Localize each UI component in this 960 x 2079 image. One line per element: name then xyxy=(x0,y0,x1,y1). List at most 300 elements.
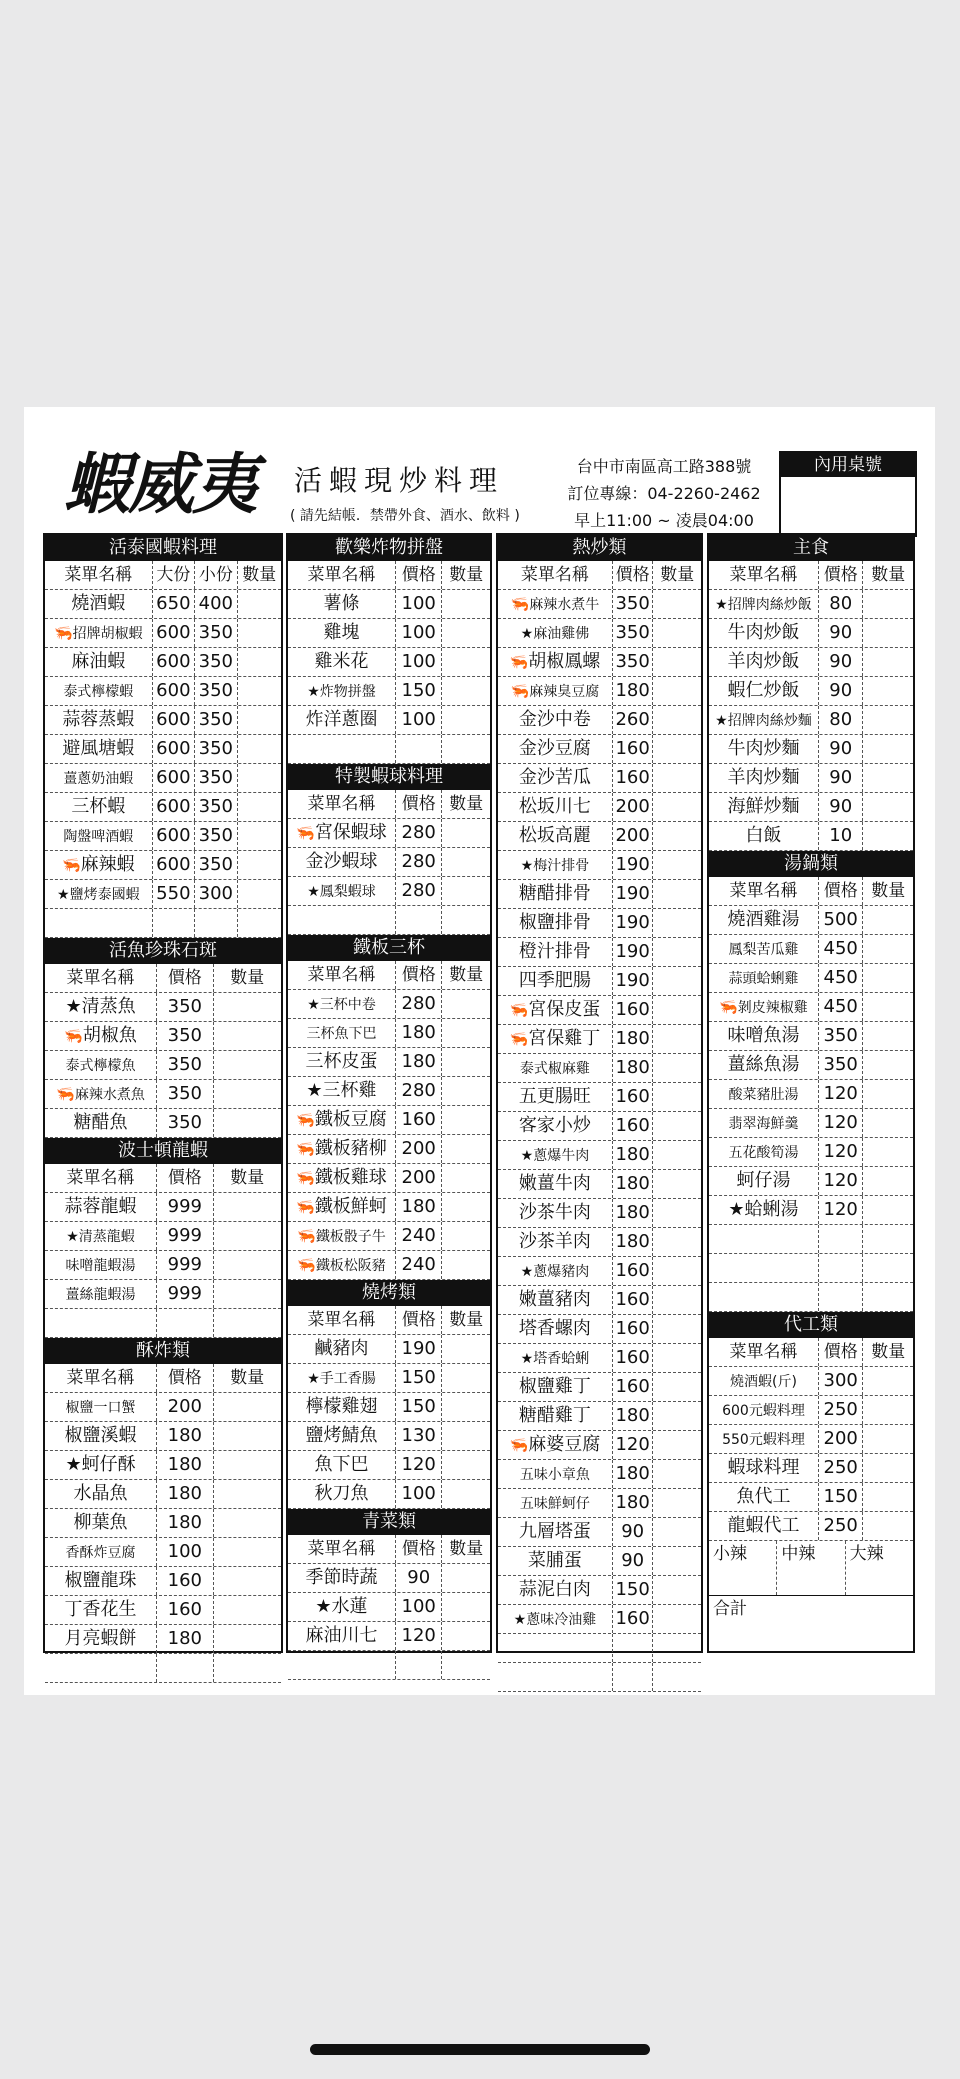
quantity-cell[interactable] xyxy=(863,1396,913,1424)
menu-item-row[interactable] xyxy=(709,764,913,793)
menu-item-row[interactable] xyxy=(709,1022,913,1051)
menu-item-row[interactable] xyxy=(45,1051,281,1080)
menu-item-row[interactable] xyxy=(498,822,701,851)
quantity-cell[interactable] xyxy=(214,1625,281,1653)
quantity-cell[interactable] xyxy=(863,935,913,963)
quantity-cell[interactable] xyxy=(442,1251,490,1279)
quantity-cell[interactable] xyxy=(442,706,490,734)
menu-item-row[interactable] xyxy=(498,1547,701,1576)
item-name-text: 香酥炸豆腐 xyxy=(65,1545,136,1561)
quantity-cell[interactable] xyxy=(238,677,281,705)
menu-item-row[interactable] xyxy=(45,1538,281,1567)
menu-item-row[interactable] xyxy=(288,1048,490,1077)
quantity-cell[interactable] xyxy=(863,1109,913,1137)
quantity-cell[interactable] xyxy=(238,909,281,937)
menu-item-row[interactable] xyxy=(45,677,281,706)
quantity-cell[interactable] xyxy=(214,1193,281,1221)
menu-item-row[interactable] xyxy=(498,1489,701,1518)
item-price: 180 xyxy=(613,1460,654,1488)
menu-item-row[interactable] xyxy=(45,764,281,793)
menu-item-row[interactable] xyxy=(45,1193,281,1222)
quantity-cell[interactable] xyxy=(238,851,281,879)
item-price: 190 xyxy=(613,880,654,908)
menu-item-row[interactable] xyxy=(709,935,913,964)
menu-item-row[interactable] xyxy=(45,1109,281,1138)
menu-item-row[interactable] xyxy=(45,648,281,677)
item-price: 120 xyxy=(819,1167,864,1195)
quantity-cell[interactable] xyxy=(863,619,913,647)
quantity-cell[interactable] xyxy=(863,822,913,850)
quantity-cell[interactable] xyxy=(653,1576,701,1604)
quantity-cell[interactable] xyxy=(238,735,281,763)
section-title: 特製蝦球料理 xyxy=(288,764,490,790)
menu-item-row[interactable] xyxy=(498,1431,701,1460)
quantity-cell[interactable] xyxy=(214,1309,281,1337)
menu-item-row[interactable] xyxy=(288,1019,490,1048)
quantity-cell[interactable] xyxy=(653,967,701,995)
quantity-cell[interactable] xyxy=(214,1596,281,1624)
quantity-cell[interactable] xyxy=(442,990,490,1018)
quantity-cell[interactable] xyxy=(442,1364,490,1392)
menu-item-row[interactable] xyxy=(709,706,913,735)
menu-item-row[interactable] xyxy=(45,851,281,880)
menu-item-row[interactable] xyxy=(288,648,490,677)
quantity-cell[interactable] xyxy=(238,880,281,908)
home-indicator[interactable] xyxy=(310,2044,650,2055)
quantity-cell[interactable] xyxy=(214,1654,281,1682)
quantity-cell[interactable] xyxy=(214,1509,281,1537)
item-name xyxy=(45,1193,157,1221)
menu-item-row[interactable] xyxy=(45,1080,281,1109)
quantity-cell[interactable] xyxy=(653,1431,701,1459)
quantity-cell[interactable] xyxy=(442,1077,490,1105)
quantity-cell[interactable] xyxy=(863,1138,913,1166)
quantity-cell[interactable] xyxy=(863,706,913,734)
menu-item-row[interactable] xyxy=(498,967,701,996)
quantity-cell[interactable] xyxy=(653,1634,701,1662)
item-name xyxy=(45,1251,157,1279)
quantity-cell[interactable] xyxy=(442,1335,490,1363)
menu-item-row[interactable] xyxy=(45,793,281,822)
quantity-cell[interactable] xyxy=(238,619,281,647)
quantity-cell[interactable] xyxy=(653,735,701,763)
quantity-cell[interactable] xyxy=(863,906,913,934)
menu-item-row[interactable] xyxy=(498,1373,701,1402)
menu-item-row[interactable] xyxy=(288,1422,490,1451)
menu-item-row[interactable] xyxy=(498,677,701,706)
menu-item-row[interactable] xyxy=(498,590,701,619)
item-name xyxy=(709,822,819,850)
menu-item-row[interactable] xyxy=(498,1141,701,1170)
spice-medium[interactable]: 中辣 xyxy=(777,1541,845,1595)
menu-item-row[interactable] xyxy=(288,1364,490,1393)
quantity-cell[interactable] xyxy=(442,1393,490,1421)
quantity-cell[interactable] xyxy=(442,1019,490,1047)
menu-item-row[interactable] xyxy=(45,735,281,764)
quantity-cell[interactable] xyxy=(238,793,281,821)
menu-item-row[interactable] xyxy=(709,1051,913,1080)
quantity-cell[interactable] xyxy=(214,1480,281,1508)
menu-item-row[interactable] xyxy=(498,1228,701,1257)
menu-item-row[interactable] xyxy=(498,793,701,822)
quantity-cell[interactable] xyxy=(653,1112,701,1140)
menu-item-row[interactable] xyxy=(498,1083,701,1112)
menu-item-row[interactable] xyxy=(709,1138,913,1167)
quantity-cell[interactable] xyxy=(653,1257,701,1285)
quantity-cell[interactable] xyxy=(442,1164,490,1192)
quantity-cell[interactable] xyxy=(863,735,913,763)
menu-item-row[interactable] xyxy=(498,1576,701,1605)
quantity-cell[interactable] xyxy=(863,993,913,1021)
menu-item-row[interactable] xyxy=(288,906,490,935)
quantity-cell[interactable] xyxy=(442,735,490,763)
menu-item-row[interactable] xyxy=(288,1106,490,1135)
column-header-row xyxy=(45,964,281,993)
menu-item-row[interactable] xyxy=(498,1634,701,1663)
quantity-cell[interactable] xyxy=(214,1538,281,1566)
item-name xyxy=(709,648,819,676)
menu-item-row[interactable] xyxy=(288,1480,490,1509)
menu-item-row[interactable] xyxy=(498,938,701,967)
item-name xyxy=(288,735,396,763)
menu-item-row[interactable] xyxy=(498,1054,701,1083)
quantity-cell[interactable] xyxy=(653,677,701,705)
menu-item-row[interactable] xyxy=(709,1109,913,1138)
menu-item-row[interactable] xyxy=(498,648,701,677)
menu-item-row[interactable] xyxy=(288,877,490,906)
menu-item-row[interactable] xyxy=(498,1257,701,1286)
quantity-cell[interactable] xyxy=(653,1286,701,1314)
quantity-cell[interactable] xyxy=(653,1141,701,1169)
menu-item-row[interactable] xyxy=(45,1625,281,1654)
quantity-cell[interactable] xyxy=(214,1222,281,1250)
menu-item-row[interactable] xyxy=(45,1654,281,1683)
menu-item-row[interactable] xyxy=(498,1199,701,1228)
quantity-cell[interactable] xyxy=(653,851,701,879)
menu-item-row[interactable] xyxy=(709,1512,913,1541)
quantity-cell[interactable] xyxy=(863,1051,913,1079)
item-name-text: 椒鹽排骨 xyxy=(518,912,591,933)
quantity-cell[interactable] xyxy=(863,1080,913,1108)
quantity-cell[interactable] xyxy=(653,880,701,908)
quantity-cell[interactable] xyxy=(214,1251,281,1279)
column-header: 菜單名稱 xyxy=(709,877,819,905)
menu-item-row[interactable] xyxy=(709,1080,913,1109)
menu-item-row[interactable] xyxy=(498,1344,701,1373)
spice-hot[interactable]: 大辣 xyxy=(849,1544,884,1564)
menu-item-row[interactable] xyxy=(709,590,913,619)
menu-item-row[interactable] xyxy=(45,1451,281,1480)
quantity-cell[interactable] xyxy=(214,1051,281,1079)
quantity-cell[interactable] xyxy=(442,1222,490,1250)
total-field[interactable]: 合計 xyxy=(713,1599,747,1619)
menu-item-row[interactable] xyxy=(498,1025,701,1054)
menu-item-row[interactable] xyxy=(498,1315,701,1344)
quantity-cell[interactable] xyxy=(863,1283,913,1311)
quantity-cell[interactable] xyxy=(442,1048,490,1076)
menu-item-row[interactable] xyxy=(45,1022,281,1051)
quantity-cell[interactable] xyxy=(653,1547,701,1575)
menu-item-row[interactable] xyxy=(45,1509,281,1538)
quantity-cell[interactable] xyxy=(863,1167,913,1195)
menu-item-row[interactable] xyxy=(498,735,701,764)
quantity-cell[interactable] xyxy=(653,822,701,850)
menu-item-row[interactable] xyxy=(498,1170,701,1199)
menu-item-row[interactable] xyxy=(709,1425,913,1454)
quantity-cell[interactable] xyxy=(238,706,281,734)
quantity-cell[interactable] xyxy=(214,993,281,1021)
menu-item-row[interactable] xyxy=(709,1483,913,1512)
quantity-cell[interactable] xyxy=(214,1393,281,1421)
quantity-cell[interactable] xyxy=(863,1425,913,1453)
quantity-cell[interactable] xyxy=(214,1567,281,1595)
menu-item-row[interactable] xyxy=(288,1335,490,1364)
quantity-cell[interactable] xyxy=(214,1280,281,1308)
menu-item-row[interactable] xyxy=(288,1622,490,1651)
menu-item-row[interactable] xyxy=(709,1254,913,1283)
quantity-cell[interactable] xyxy=(653,648,701,676)
menu-item-row[interactable] xyxy=(709,1225,913,1254)
menu-item-row[interactable] xyxy=(45,706,281,735)
quantity-cell[interactable] xyxy=(863,764,913,792)
menu-item-row[interactable] xyxy=(709,735,913,764)
quantity-cell[interactable] xyxy=(863,793,913,821)
quantity-cell[interactable] xyxy=(653,1025,701,1053)
item-name xyxy=(288,848,396,876)
quantity-cell[interactable] xyxy=(863,1367,913,1395)
menu-item-row[interactable] xyxy=(709,822,913,851)
menu-item-row[interactable] xyxy=(709,964,913,993)
quantity-cell[interactable] xyxy=(653,1663,701,1691)
menu-item-row[interactable] xyxy=(498,706,701,735)
item-price: 160 xyxy=(613,1315,654,1343)
menu-item-row[interactable] xyxy=(709,1454,913,1483)
quantity-cell[interactable] xyxy=(442,1480,490,1508)
quantity-cell[interactable] xyxy=(653,1605,701,1633)
item-price: 160 xyxy=(613,764,654,792)
item-name-text: ★水蓮 xyxy=(315,1596,368,1617)
menu-item-row[interactable] xyxy=(45,1567,281,1596)
menu-item-row[interactable] xyxy=(498,764,701,793)
item-name xyxy=(498,1315,613,1343)
menu-item-row[interactable] xyxy=(288,848,490,877)
menu-item-row[interactable] xyxy=(288,1077,490,1106)
shrimp-icon: 🦐 xyxy=(510,682,530,700)
menu-item-row[interactable] xyxy=(498,880,701,909)
large-price: 600 xyxy=(153,851,195,879)
quantity-cell[interactable] xyxy=(653,764,701,792)
menu-item-row[interactable] xyxy=(45,1393,281,1422)
quantity-cell[interactable] xyxy=(442,1651,490,1679)
quantity-cell[interactable] xyxy=(653,1315,701,1343)
menu-item-row[interactable] xyxy=(288,1593,490,1622)
item-name-text: 鐵板雞球 xyxy=(314,1167,387,1188)
quantity-cell[interactable] xyxy=(863,1512,913,1540)
quantity-cell[interactable] xyxy=(863,1254,913,1282)
quantity-cell[interactable] xyxy=(442,619,490,647)
menu-item-row[interactable] xyxy=(498,996,701,1025)
quantity-cell[interactable] xyxy=(863,590,913,618)
menu-item-row[interactable] xyxy=(709,619,913,648)
quantity-cell[interactable] xyxy=(863,1225,913,1253)
menu-item-row[interactable] xyxy=(45,909,281,938)
menu-item-row[interactable] xyxy=(498,1518,701,1547)
menu-item-row[interactable] xyxy=(709,1367,913,1396)
menu-item-row[interactable] xyxy=(288,1564,490,1593)
item-price: 190 xyxy=(613,851,654,879)
quantity-cell[interactable] xyxy=(653,1054,701,1082)
menu-item-row[interactable] xyxy=(709,648,913,677)
menu-item-row[interactable] xyxy=(45,822,281,851)
menu-item-row[interactable] xyxy=(45,1222,281,1251)
menu-item-row[interactable] xyxy=(709,993,913,1022)
menu-item-row[interactable] xyxy=(45,1422,281,1451)
quantity-cell[interactable] xyxy=(238,590,281,618)
menu-item-row[interactable] xyxy=(288,819,490,848)
quantity-cell[interactable] xyxy=(863,1483,913,1511)
menu-item-row[interactable] xyxy=(45,1309,281,1338)
menu-item-row[interactable] xyxy=(709,906,913,935)
menu-item-row[interactable] xyxy=(288,1193,490,1222)
section-title: 酥炸類 xyxy=(45,1338,281,1364)
menu-item-row[interactable] xyxy=(288,706,490,735)
quantity-cell[interactable] xyxy=(442,1422,490,1450)
item-name xyxy=(288,706,396,734)
menu-item-row[interactable] xyxy=(45,1596,281,1625)
quantity-cell[interactable] xyxy=(653,619,701,647)
menu-item-row[interactable] xyxy=(498,1286,701,1315)
quantity-cell[interactable] xyxy=(863,648,913,676)
menu-item-row[interactable] xyxy=(288,1651,490,1680)
menu-item-row[interactable] xyxy=(288,1135,490,1164)
menu-item-row[interactable] xyxy=(45,1480,281,1509)
quantity-cell[interactable] xyxy=(442,819,490,847)
item-name xyxy=(288,1422,396,1450)
quantity-cell[interactable] xyxy=(442,1593,490,1621)
item-price: 160 xyxy=(157,1596,214,1624)
quantity-cell[interactable] xyxy=(653,1170,701,1198)
menu-item-row[interactable] xyxy=(288,1222,490,1251)
tagline: 活蝦現炒料理 xyxy=(294,464,505,497)
item-name-text: ★蛤蜊湯 xyxy=(728,1199,799,1220)
quantity-cell[interactable] xyxy=(442,1451,490,1479)
quantity-cell[interactable] xyxy=(442,1622,490,1650)
quantity-cell[interactable] xyxy=(653,1489,701,1517)
quantity-cell[interactable] xyxy=(863,964,913,992)
menu-item-row[interactable] xyxy=(45,1251,281,1280)
quantity-cell[interactable] xyxy=(653,1199,701,1227)
quantity-cell[interactable] xyxy=(442,1564,490,1592)
menu-item-row[interactable] xyxy=(45,993,281,1022)
quantity-cell[interactable] xyxy=(653,996,701,1024)
quantity-cell[interactable] xyxy=(238,648,281,676)
quantity-cell[interactable] xyxy=(653,1460,701,1488)
item-name-text: 鐵板豆腐 xyxy=(314,1109,387,1130)
menu-item-row[interactable] xyxy=(288,735,490,764)
quantity-cell[interactable] xyxy=(442,1135,490,1163)
quantity-cell[interactable] xyxy=(442,848,490,876)
quantity-cell[interactable] xyxy=(442,1193,490,1221)
menu-item-row[interactable] xyxy=(498,1402,701,1431)
quantity-cell[interactable] xyxy=(238,822,281,850)
large-price: 600 xyxy=(153,619,195,647)
item-price: 160 xyxy=(613,1286,654,1314)
quantity-cell[interactable] xyxy=(653,938,701,966)
quantity-cell[interactable] xyxy=(214,1422,281,1450)
quantity-cell[interactable] xyxy=(653,909,701,937)
menu-item-row[interactable] xyxy=(498,1605,701,1634)
item-price: 350 xyxy=(613,590,654,618)
menu-item-row[interactable] xyxy=(709,677,913,706)
quantity-cell[interactable] xyxy=(653,590,701,618)
menu-item-row[interactable] xyxy=(288,1164,490,1193)
quantity-cell[interactable] xyxy=(653,1083,701,1111)
quantity-cell[interactable] xyxy=(863,677,913,705)
quantity-cell[interactable] xyxy=(238,764,281,792)
quantity-cell[interactable] xyxy=(653,793,701,821)
quantity-cell[interactable] xyxy=(653,1402,701,1430)
quantity-cell[interactable] xyxy=(214,1022,281,1050)
quantity-cell[interactable] xyxy=(653,1518,701,1546)
menu-item-row[interactable] xyxy=(288,1451,490,1480)
menu-item-row[interactable] xyxy=(288,1251,490,1280)
menu-item-row[interactable] xyxy=(45,590,281,619)
menu-item-row[interactable] xyxy=(288,590,490,619)
quantity-cell[interactable] xyxy=(653,1228,701,1256)
menu-item-row[interactable] xyxy=(288,1393,490,1422)
quantity-cell[interactable] xyxy=(442,677,490,705)
menu-item-row[interactable] xyxy=(709,1283,913,1312)
menu-item-row[interactable] xyxy=(288,619,490,648)
quantity-cell[interactable] xyxy=(442,906,490,934)
quantity-cell[interactable] xyxy=(653,1344,701,1372)
quantity-cell[interactable] xyxy=(442,648,490,676)
menu-item-row[interactable] xyxy=(288,990,490,1019)
column-header: 數量 xyxy=(449,1310,484,1330)
menu-item-row[interactable] xyxy=(498,619,701,648)
section-title: 波士頓龍蝦 xyxy=(45,1138,281,1164)
menu-item-row[interactable] xyxy=(709,1396,913,1425)
quantity-cell[interactable] xyxy=(214,1109,281,1137)
menu-item-row[interactable] xyxy=(498,851,701,880)
menu-item-row[interactable] xyxy=(498,909,701,938)
menu-item-row[interactable] xyxy=(498,1460,701,1489)
item-name xyxy=(45,851,153,879)
quantity-cell[interactable] xyxy=(863,1196,913,1224)
menu-item-row[interactable] xyxy=(45,880,281,909)
quantity-cell[interactable] xyxy=(863,1022,913,1050)
quantity-cell[interactable] xyxy=(214,1080,281,1108)
quantity-cell[interactable] xyxy=(442,590,490,618)
quantity-cell[interactable] xyxy=(863,1454,913,1482)
quantity-cell[interactable] xyxy=(214,1451,281,1479)
menu-item-row[interactable] xyxy=(498,1112,701,1141)
menu-item-row[interactable] xyxy=(709,793,913,822)
quantity-cell[interactable] xyxy=(442,1106,490,1134)
menu-item-row[interactable] xyxy=(709,1167,913,1196)
quantity-cell[interactable] xyxy=(653,1373,701,1401)
item-name xyxy=(288,1048,396,1076)
quantity-cell[interactable] xyxy=(653,706,701,734)
spice-mild[interactable]: 小辣 xyxy=(709,1541,777,1595)
menu-item-row[interactable] xyxy=(288,677,490,706)
quantity-cell[interactable] xyxy=(442,877,490,905)
menu-item-row[interactable] xyxy=(45,619,281,648)
menu-item-row[interactable] xyxy=(45,1280,281,1309)
menu-item-row[interactable] xyxy=(498,1663,701,1692)
menu-item-row[interactable] xyxy=(709,1196,913,1225)
item-name-text: 三杯皮蛋 xyxy=(305,1051,378,1072)
